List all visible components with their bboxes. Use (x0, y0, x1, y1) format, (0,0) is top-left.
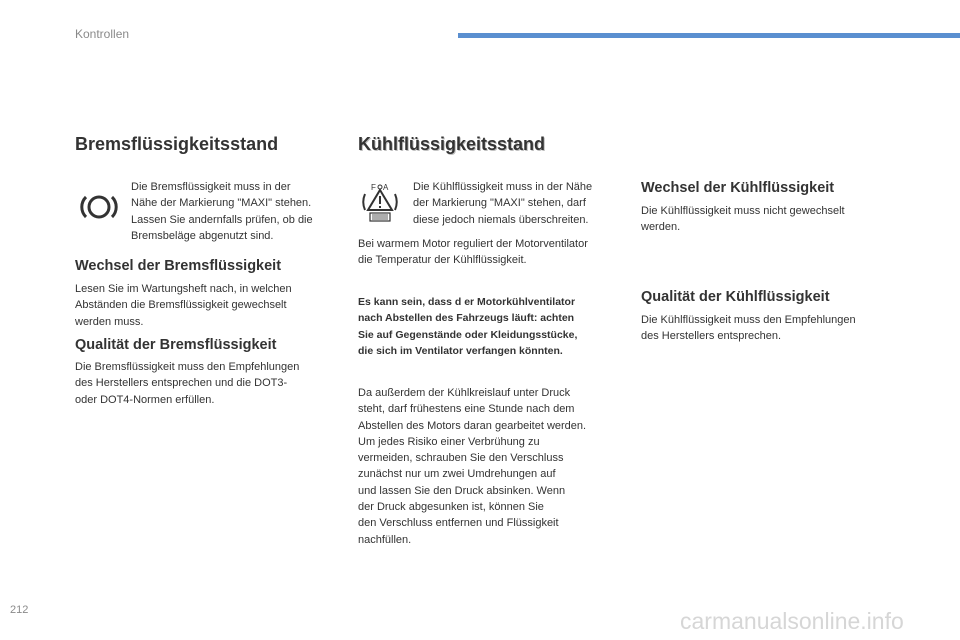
text-line: Um jedes Risiko einer Verbrühung zu (358, 435, 540, 448)
brake-change-title: Wechsel der Bremsflüssigkeit (75, 258, 282, 274)
brake-warning-icon (80, 191, 118, 223)
brake-fluid-title: Bremsflüssigkeitsstand (75, 134, 279, 154)
text-line: Lassen Sie andernfalls prüfen, ob die (131, 213, 313, 226)
text-line: werden muss. (75, 315, 144, 328)
text-line: Abstellen des Motors daran gearbeitet werden. (358, 419, 587, 432)
text-line: Sie auf Gegenstände oder Kleidungsstücke, (358, 328, 578, 341)
text-line: der Druck abgesunken ist, können Sie (358, 501, 544, 514)
text-line: Nähe der Markierung "MAXI" stehen. (131, 197, 312, 210)
text-line: vermeiden, schrauben Sie den Verschluss (358, 452, 564, 465)
text-line: Lesen Sie im Wartungsheft nach, in welchen (75, 283, 292, 295)
text-line: nachfüllen. (358, 533, 412, 546)
text-line: des Herstellers entsprechen und die DOT3- (75, 377, 288, 390)
coolant-quality-text (641, 312, 901, 345)
text-line: oder DOT4-Normen erfüllen. (75, 393, 215, 406)
text-line: Die Bremsflüssigkeit muss in der (131, 181, 291, 193)
text-line: zunächst nur um zwei Umdrehungen auf (358, 468, 556, 481)
text-line: Abständen die Bremsflüssigkeit gewechselt (75, 299, 287, 312)
brake-intro-text (131, 179, 341, 244)
fan-text (358, 236, 628, 269)
text-line: Bei warmem Motor reguliert der Motorventilator (358, 238, 588, 250)
fan-warning-text (358, 294, 633, 359)
text-line: Die Kühlflüssigkeit muss nicht gewechselt (641, 205, 845, 217)
text-line: Da außerdem der Kühlkreislauf unter Druck (358, 387, 571, 399)
watermark: carmanualsonline.info (680, 608, 904, 634)
text-line: diese jedoch niemals überschreiten. (413, 213, 589, 226)
text-line: der Markierung "MAXI" stehen, darf (413, 197, 586, 210)
text-line: nach Abstellen des Fahrzeugs läuft: achten (358, 312, 575, 325)
coolant-change-title: Wechsel der Kühlflüssigkeit (641, 180, 835, 196)
brake-quality-text (75, 359, 340, 408)
section-header: Kontrollen (75, 27, 130, 41)
pressure-text (358, 385, 633, 548)
coolant-intro-text (413, 179, 628, 228)
brake-change-text (75, 281, 340, 330)
svg-text:F: F (371, 183, 376, 192)
text-line: Die Kühlflüssigkeit muss den Empfehlungen (641, 314, 856, 326)
coolant-quality-title: Qualität der Kühlflüssigkeit (641, 289, 830, 305)
text-line: den Verschluss entfernen und Flüssigkeit (358, 517, 559, 530)
text-line: die sich im Ventilator verfangen könnten. (358, 344, 563, 357)
svg-text:A: A (383, 183, 389, 192)
text-line: die Temperatur der Kühlflüssigkeit. (358, 254, 527, 267)
text-line: Die Kühlflüssigkeit muss in der Nähe (413, 181, 593, 193)
text-line: Es kann sein, dass d er Motorkühlventilator (358, 296, 576, 308)
text-line: Bremsbeläge abgenutzt sind. (131, 229, 274, 242)
page-number: 212 (10, 604, 29, 616)
text-line: Die Bremsflüssigkeit muss den Empfehlungen (75, 361, 300, 373)
brake-quality-title: Qualität der Bremsflüssigkeit (75, 337, 277, 353)
text-line: werden. (641, 221, 681, 234)
text-line: steht, darf frühestens eine Stunde nach dem (358, 403, 575, 416)
text-line: des Herstellers entsprechen. (641, 330, 782, 343)
coolant-title: Kühlflüssigkeitsstand (358, 134, 546, 154)
header-bar (458, 33, 960, 38)
fan-warning-icon (359, 180, 401, 224)
coolant-change-text (641, 203, 901, 236)
text-line: und lassen Sie den Druck absinken. Wenn (358, 484, 566, 497)
